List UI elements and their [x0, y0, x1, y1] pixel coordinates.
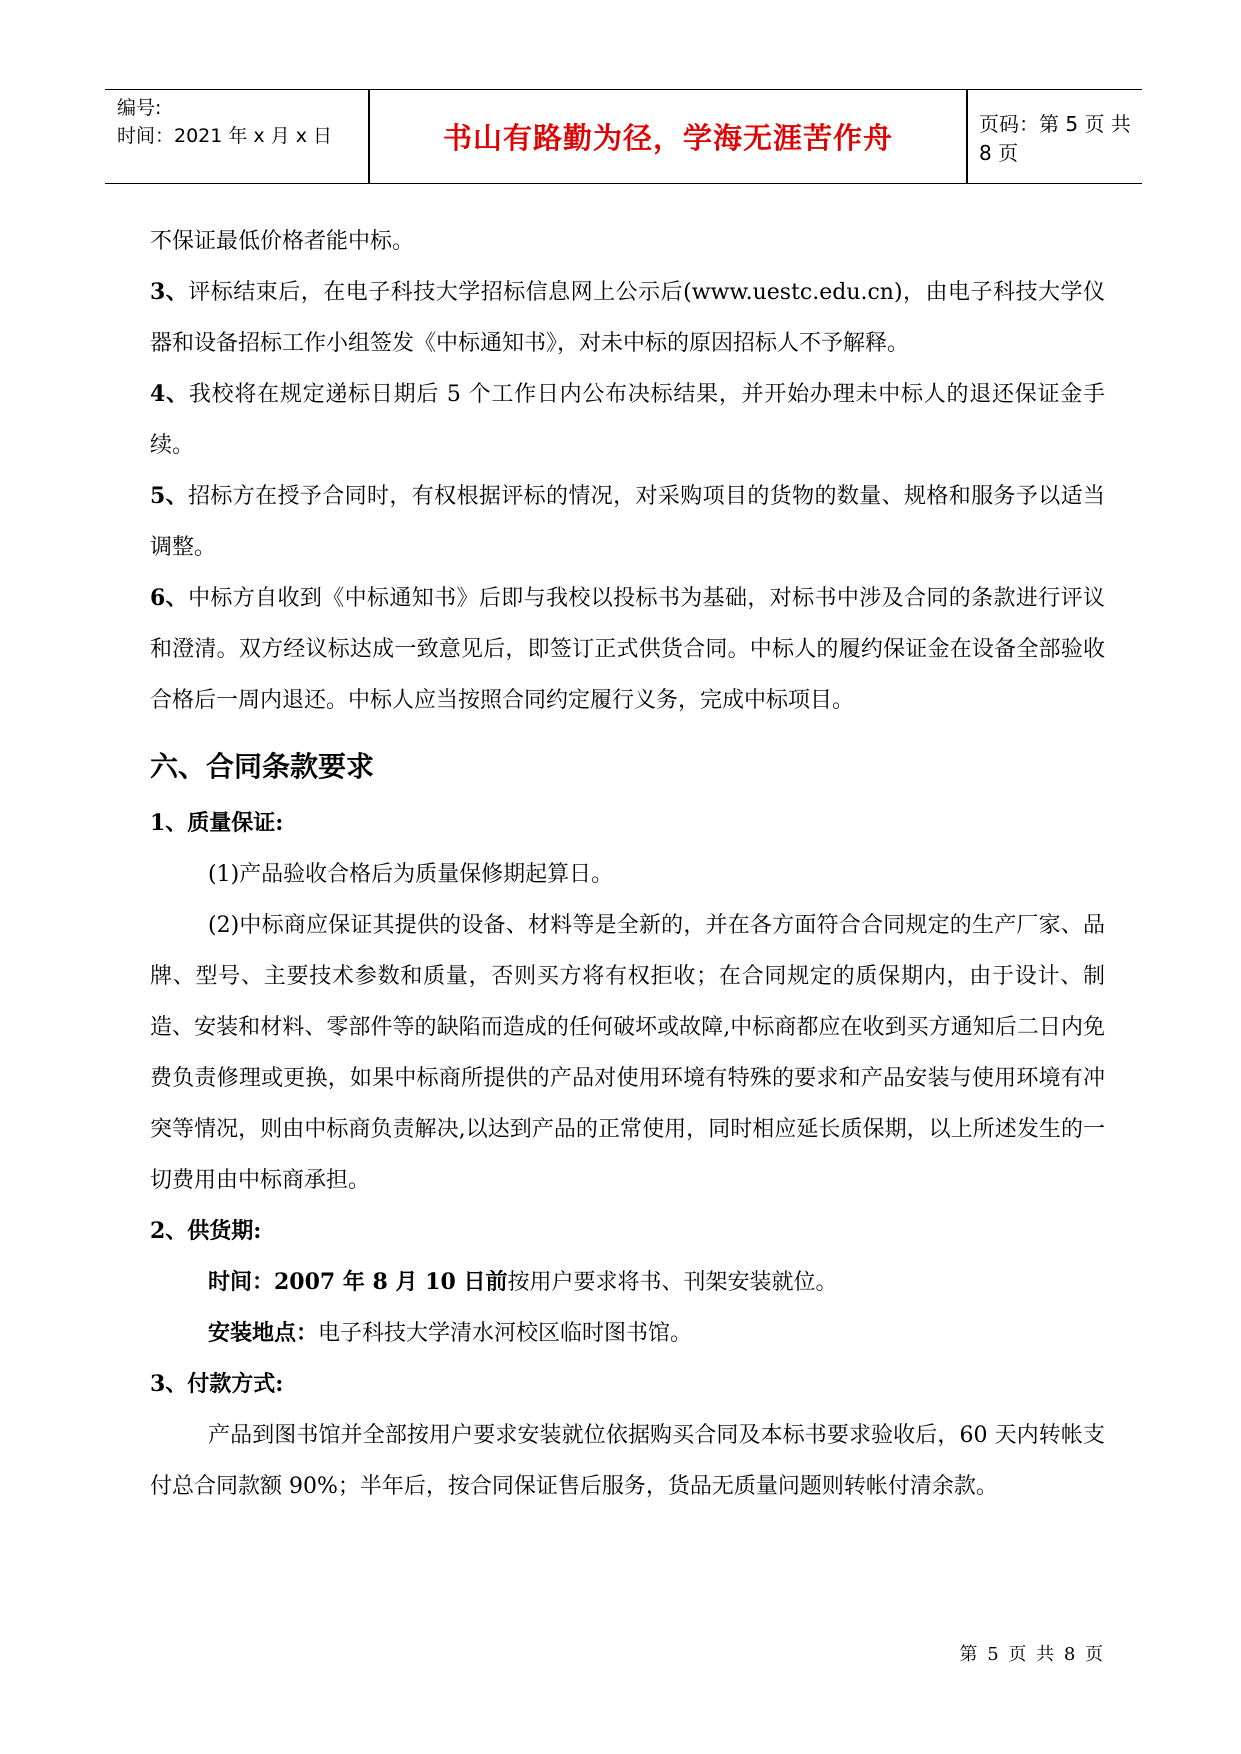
quality-paragraph-1: (1)产品验收合格后为质量保修期起算日。	[208, 862, 614, 887]
item-number: 4、	[150, 381, 189, 407]
page-footer-number: 第 5 页 共 8 页	[959, 1644, 1105, 1665]
paragraph-continuation: 不保证最低价格者能中标。	[150, 229, 415, 254]
header-divider	[966, 90, 968, 183]
item-number: 5、	[150, 483, 189, 509]
subsection-heading: 1、质量保证:	[150, 810, 284, 836]
install-location	[150, 1308, 1105, 1359]
quality-paragraph-2: (2)中标商应保证其提供的设备、材料等是全新的，并在各方面符合合同规定的生产厂家、品牌、型号、主要技术参数和质量，否则买方将有权拒收；在合同规定的质保期内，由于设计、制造、安装和材料、零部件等的缺陷而造成的任何破坏或故障,中标商都应在收到买方通知后二日内免费负责修理或更换，如果中标商所提供的产品对使用环境有特殊的要求和产品安装与使用环境有冲突等情况，则由中标商负责解决,以达到产品的正常使用，同时相应延长质保期，以上所述发生的一切费用由中标商承担。	[150, 913, 1105, 1193]
item-text: 招标方在授予合同时，有权根据评标的情况，对采购项目的货物的数量、规格和服务予以适当调整。	[150, 484, 1105, 560]
install-location-text: 电子科技大学清水河校区临时图书馆。	[318, 1321, 693, 1346]
payment-paragraph: 产品到图书馆并全部按用户要求安装就位依据购买合同及本标书要求验收后，60 天内转帐支付总合同款额 90%；半年后，按合同保证售后服务，货品无质量问题则转帐付清余款。	[150, 1423, 1105, 1499]
document-number-label: 编号:	[117, 97, 162, 119]
header-motto: 书山有路勤为径，学海无涯苦作舟	[442, 121, 893, 155]
subsection-heading: 3、付款方式:	[150, 1371, 284, 1397]
numbered-item-4	[150, 369, 1105, 471]
section-heading: 六、合同条款要求	[150, 750, 375, 783]
page-header	[105, 89, 1142, 184]
install-location-label: 安装地点：	[208, 1320, 319, 1346]
numbered-item-5	[150, 471, 1105, 573]
subsection-heading: 2、供货期:	[150, 1218, 262, 1244]
numbered-item-6	[150, 573, 1105, 726]
item-number: 6、	[150, 585, 189, 611]
delivery-time	[150, 1257, 1105, 1308]
item-number: 3、	[150, 279, 189, 305]
numbered-item-3	[150, 267, 1105, 369]
delivery-time-label: 时间：2007 年 8 月 10 日前	[208, 1269, 508, 1295]
item-text: 评标结束后，在电子科技大学招标信息网上公示后(www.uestc.edu.cn)，由电子科技大学仪器和设备招标工作小组签发《中标通知书》，对未中标的原因招标人不予解释。	[150, 280, 1105, 356]
item-text: 中标方自收到《中标通知书》后即与我校以投标书为基础，对标书中涉及合同的条款进行评议和澄清。双方经议标达成一致意见后，即签订正式供货合同。中标人的履约保证金在设备全部验收合格后一周内退还。中标人应当按照合同约定履行义务，完成中标项目。	[150, 586, 1105, 713]
item-text: 我校将在规定递标日期后 5 个工作日内公布决标结果，并开始办理未中标人的退还保证金手续。	[150, 382, 1105, 458]
document-body	[150, 216, 1105, 1512]
header-page-label: 页码：第 5 页 共 8 页	[979, 111, 1131, 165]
document-time-label: 时间：2021 年 x 月 x 日	[117, 125, 333, 147]
delivery-time-text: 按用户要求将书、刊架安装就位。	[507, 1270, 838, 1295]
header-meta	[117, 94, 367, 150]
